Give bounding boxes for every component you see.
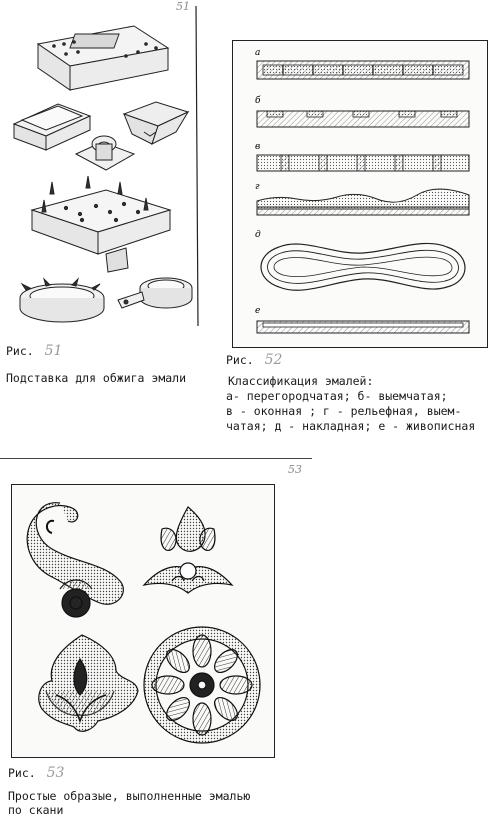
- section-d-drawing: [261, 243, 465, 290]
- section-divider: [0, 458, 312, 459]
- section-g-drawing: [257, 189, 469, 215]
- tulip-motif-drawing: [39, 635, 138, 731]
- fig52-caption-line3: в - оконная ; г - рельефная, выем-: [226, 404, 462, 418]
- letter-d: д: [255, 230, 261, 240]
- fig53-caption-line2: по скани: [8, 803, 64, 817]
- ring-clamp-drawing: [76, 136, 134, 170]
- figure-52-frame: [232, 40, 488, 348]
- flat-tray-drawing: [14, 104, 90, 150]
- fig53-label-text: Рис.: [8, 766, 36, 780]
- section-v-drawing: [257, 155, 469, 171]
- fig52-label: [226, 353, 282, 367]
- letter-g: г: [255, 182, 260, 192]
- fleur-motif-drawing: [144, 507, 232, 593]
- figure-51-illustration: [6, 4, 202, 326]
- fig52-handwritten-number: 52: [264, 352, 283, 368]
- fig52-caption-line2: а- перегородчатая; б- выемчатая;: [226, 389, 448, 403]
- perforated-stand-drawing: [38, 26, 168, 90]
- spiked-ring-drawing: [20, 279, 104, 322]
- fig51-label-text: Рис.: [6, 344, 34, 358]
- letter-e: е: [255, 306, 261, 316]
- spiked-stand-drawing: [32, 176, 170, 272]
- rosette-motif-drawing: [144, 627, 260, 743]
- fig53-label: [8, 766, 64, 780]
- letter-v: в: [255, 142, 261, 152]
- page-number-middle: 53: [288, 463, 302, 476]
- fig51-label: [6, 344, 62, 358]
- fig53-caption-line1: Простые образые, выполненные эмалью: [8, 789, 251, 803]
- section-e-drawing: [257, 321, 469, 333]
- section-a-drawing: [257, 61, 469, 79]
- fig51-title: Подставка для обжига эмали: [6, 371, 187, 385]
- figure-53-frame: [11, 484, 275, 758]
- square-bowl-drawing: [124, 102, 188, 144]
- letter-b: б: [255, 96, 261, 106]
- fig51-handwritten-number: 51: [44, 343, 63, 359]
- handled-ring-drawing: [118, 278, 192, 308]
- paisley-motif-drawing: [27, 503, 123, 617]
- fig52-caption-line4: чатая; д - накладная; е - живописная: [226, 419, 476, 433]
- page-number-top: 51: [176, 0, 190, 13]
- fig53-handwritten-number: 53: [46, 765, 65, 781]
- fig52-caption-line1: Классификация эмалей:: [228, 374, 374, 388]
- section-b-drawing: [257, 111, 469, 127]
- letter-a: а: [255, 48, 261, 58]
- fig52-label-text: Рис.: [226, 353, 254, 367]
